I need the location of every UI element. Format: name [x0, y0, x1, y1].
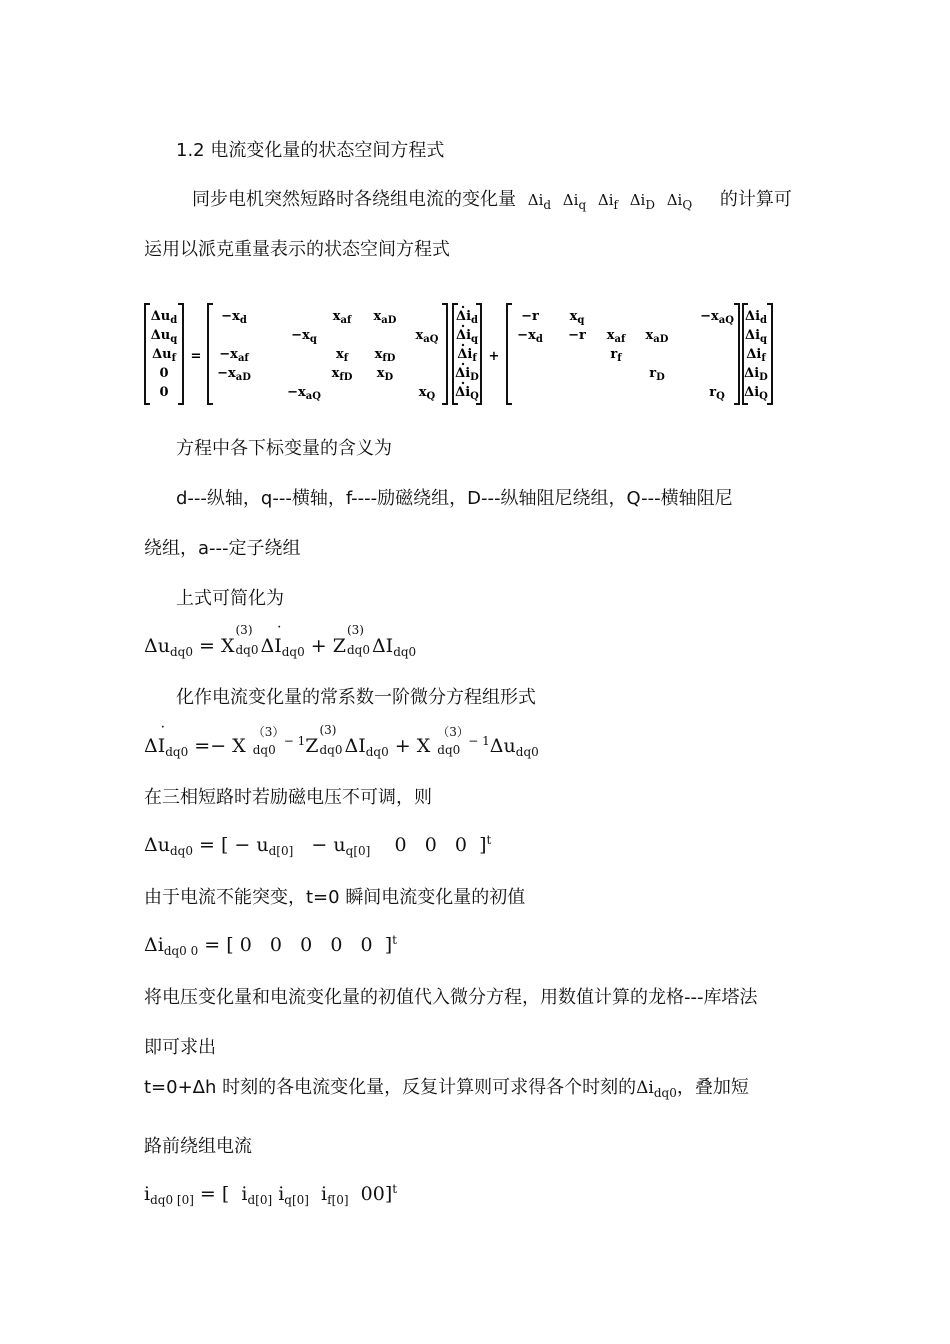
x-matrix-entry: $-x_{aQ}$ [287, 385, 321, 402]
x-matrix-entry: $x_{aQ}$ [415, 328, 439, 345]
plus-sign: + [488, 349, 500, 364]
x-matrix-entry: $x_f$ [335, 347, 349, 364]
x-matrix-bracket-right [442, 304, 447, 404]
paragraph-runge-kutta: 将电压变化量和电流变化量的初值代入微分方程，用数值计算的龙格---库塔法 [144, 987, 758, 1008]
lhs-entry: $\Delta u_f$ [152, 347, 176, 364]
state-space-matrix-equation [142, 300, 782, 408]
equation-ode: Δ˙ $I_{dq0} =- X$ （3） dq0 $^{- 1}$Z (3) dq0 $\Delta I_{dq0} + X$ （3） dq0 $^{- 1}\Delta u_{dq0}$ [144, 734, 539, 759]
didt-entry: $\Delta i_Q$ [455, 385, 479, 402]
x-matrix-entry: $x_Q$ [418, 385, 436, 402]
r-matrix-entry: $x_{af}$ [606, 328, 626, 345]
didt-entry: $\Delta i_f$ [457, 347, 477, 364]
section-title: 1.2 电流变化量的状态空间方程式 [176, 140, 445, 161]
i-entry: $\Delta i_f$ [746, 347, 766, 364]
paragraph-subscript-defs-cont: 绕组，a---定子绕组 [144, 538, 301, 559]
paragraph-subscripts: 方程中各下标变量的含义为 [176, 438, 392, 459]
var-delta-i-Q: $\Delta i_Q$ [666, 191, 693, 212]
paragraph-iteration: t=0+Δh 时刻的各电流变化量，反复计算则可求得各个时刻的$\Delta i_{dq0}$，叠加短 [144, 1077, 749, 1100]
paragraph-solve: 即可求出 [144, 1037, 216, 1058]
paragraph-short-circuit: 在三相短路时若励磁电压不可调，则 [144, 787, 432, 808]
x-matrix-entry: $x_D$ [376, 366, 394, 383]
i-entry: $\Delta i_D$ [744, 366, 768, 383]
i-entry: $\Delta i_d$ [744, 309, 768, 326]
paragraph-ode-form: 化作电流变化量的常系数一阶微分方程组形式 [176, 687, 536, 708]
r-matrix-entry: $r_Q$ [709, 385, 725, 402]
var-delta-i-D: $\Delta i_D$ [629, 191, 655, 212]
paragraph-initial-value: 由于电流不能突变，t=0 瞬间电流变化量的初值 [144, 887, 526, 908]
paragraph-intro-cont: 运用以派克重量表示的状态空间方程式 [144, 239, 450, 260]
derivative-dot [462, 363, 464, 365]
equation-simplified: $\Delta u_{dq0} = X$ (3) dq0 Δ˙ $I_{dq0} + Z$ (3) dq0 $\Delta I_{dq0}$ [144, 634, 416, 659]
didt-entry: $\Delta i_d$ [455, 309, 479, 326]
derivative-dot [462, 382, 464, 384]
equals-sign: = [190, 349, 202, 364]
equation-voltage: $\Delta u_{dq0}$ = [ − $u_{d[0]} - u_{q[0]}$ 0 0 0 ]$^t$ [144, 833, 492, 858]
paragraph-simplify: 上式可简化为 [176, 588, 284, 609]
var-delta-i-dq0: $\Delta i_{dq0}$ [636, 1078, 677, 1100]
i-entry: $\Delta i_Q$ [744, 385, 768, 402]
lhs-bracket-left [145, 304, 150, 404]
paragraph-intro: 同步电机突然短路时各绕组电流的变化量 $\Delta i_d$ $\Delta i_q$ $\Delta i_f$ $\Delta i_D$ $\Delta i_Q$ 的计算可 [192, 189, 792, 212]
r-matrix-entry: $-x_d$ [517, 328, 543, 345]
x-matrix-entry: $x_{fD}$ [374, 347, 396, 364]
didt-entry: $\Delta i_q$ [455, 328, 479, 345]
lhs-bracket-right [178, 304, 183, 404]
x-matrix-entry: $-x_{af}$ [219, 347, 249, 364]
r-matrix-entry: $-x_{aQ}$ [700, 309, 734, 326]
derivative-dot [462, 325, 464, 327]
i-bracket-right [767, 304, 772, 404]
equation-initial-current: $\Delta i_{dq0 0}$ = [ 0 0 0 0 0 ]$^t$ [144, 933, 397, 958]
r-matrix-entry: $r_f$ [610, 347, 622, 364]
var-delta-i-q: $\Delta i_q$ [562, 191, 587, 212]
var-delta-i-d: $\Delta i_d$ [527, 191, 552, 212]
lhs-entry: 0 [159, 366, 169, 381]
x-matrix-entry: $-x_q$ [291, 328, 317, 345]
x-matrix-entry: $-x_d$ [221, 309, 247, 326]
paragraph-subscript-defs: d---纵轴，q---横轴，f----励磁绕组，D---纵轴阻尼绕组，Q---横轴阻尼 [176, 488, 733, 509]
equation-pre-fault-current: $i_{dq0 [0]}$ = [ $i_{d[0]}$ $i_{q[0]}$ $i_{f[0]}$ 00]$^t$ [144, 1182, 398, 1207]
derivative-dot [462, 306, 464, 308]
lhs-entry: $\Delta u_q$ [150, 328, 178, 345]
didt-entry: $\Delta i_D$ [455, 366, 479, 383]
paragraph-pre-fault: 路前绕组电流 [144, 1136, 252, 1157]
x-matrix-entry: $x_{aD}$ [373, 309, 397, 326]
x-matrix-entry: $-x_{aD}$ [217, 366, 251, 383]
r-matrix-entry: $x_{aD}$ [645, 328, 669, 345]
r-matrix-entry: $r_D$ [649, 366, 665, 383]
r-matrix-bracket-right [734, 304, 739, 404]
r-matrix-entry: −r [568, 328, 586, 343]
r-matrix-bracket-left [507, 304, 512, 404]
i-entry: $\Delta i_q$ [744, 328, 768, 345]
r-matrix-entry: $x_q$ [569, 309, 585, 326]
var-delta-i-f: $\Delta i_f$ [597, 191, 618, 212]
lhs-entry: $\Delta u_d$ [150, 309, 178, 326]
x-matrix-bracket-left [208, 304, 213, 404]
x-matrix-entry: $x_{fD}$ [331, 366, 353, 383]
x-matrix-entry: $x_{af}$ [332, 309, 352, 326]
r-matrix-entry: −r [521, 309, 539, 324]
derivative-dot [462, 344, 464, 346]
lhs-entry: 0 [159, 385, 169, 400]
